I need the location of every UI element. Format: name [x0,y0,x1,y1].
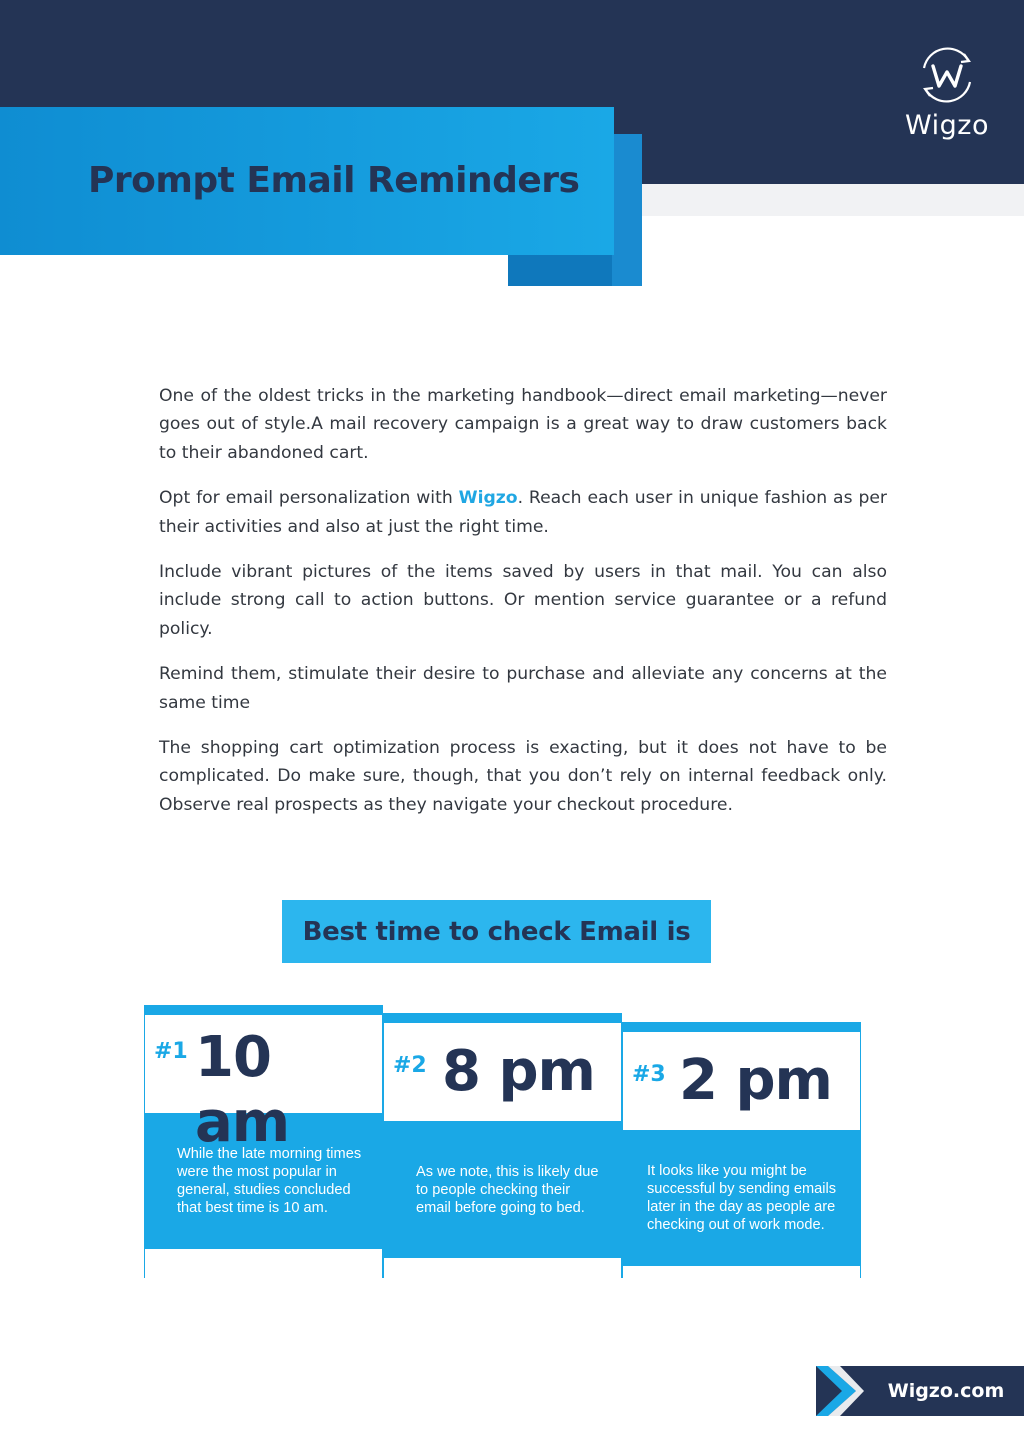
body-text [159,382,887,836]
chevron-right-icon [816,1366,864,1416]
wigzo-link[interactable]: Wigzo [458,488,518,509]
card-description-panel [384,1121,621,1258]
paragraph-2-rest: . Reach each user in unique fashion as per their activities and also at just the right time. [159,488,887,537]
best-time-heading: Best time to check Email is [302,916,691,947]
wigzo-logo[interactable] [900,40,994,144]
card-time: 10 am [195,1025,290,1155]
logo-text: Wigzo [905,110,989,141]
card-header [384,1023,621,1121]
card-top-bar [145,1005,382,1015]
page-title: Prompt Email Reminders [88,160,580,201]
footer-site-link[interactable]: Wigzo.com [887,1380,1005,1402]
paragraph-3: Include vibrant pictures of the items saved by users in that mail. You can also include strong call to action buttons. Or mention service guarantee or a refund policy. [159,562,887,639]
card-header [145,1015,382,1155]
card-top-bar [623,1022,860,1032]
paragraph-4: Remind them, stimulate their desire to purchase and alleviate any concerns at the same time [159,664,887,713]
title-ribbon-fold-edge [612,134,642,286]
footer-site-badge[interactable] [816,1366,1024,1416]
card-footer [623,1266,860,1278]
card-footer [145,1249,382,1278]
card-header [623,1032,860,1130]
best-time-heading-box [282,900,711,963]
paragraph-2-lead: Opt for email personalization with [159,488,459,509]
card-footer [384,1258,621,1278]
w-circle-arrows-icon [912,40,982,110]
card-time: 2 pm [679,1048,832,1113]
card-description-panel [623,1130,860,1266]
paragraph-1: One of the oldest tricks in the marketing handbook—direct email marketing—never goes out of style.A mail recovery campaign is a great way to draw customers back to their abandoned cart. [159,386,887,463]
time-card-2 [383,1013,622,1278]
card-time: 8 pm [442,1039,595,1104]
card-rank: #3 [632,1062,666,1087]
card-description: It looks like you might be successful by sending emails later in the day as people are checking out of work mode. [647,1163,836,1233]
card-rank: #2 [393,1053,427,1078]
card-description: While the late morning times were the most popular in general, studies concluded that best time is 10 am. [177,1146,362,1216]
card-description: As we note, this is likely due to people checking their email before going to bed. [416,1163,599,1216]
paragraph-5: The shopping cart optimization process is exacting, but it does not have to be complicated. Do make sure, though, that you don’t rely on internal feedback only. Observe real prospects as they navigate your checkout procedure. [159,738,887,815]
time-card-3 [622,1022,861,1278]
card-rank: #1 [154,1039,188,1064]
card-top-bar [384,1013,621,1023]
paragraph-2 [159,484,887,541]
time-card-1 [144,1005,383,1278]
